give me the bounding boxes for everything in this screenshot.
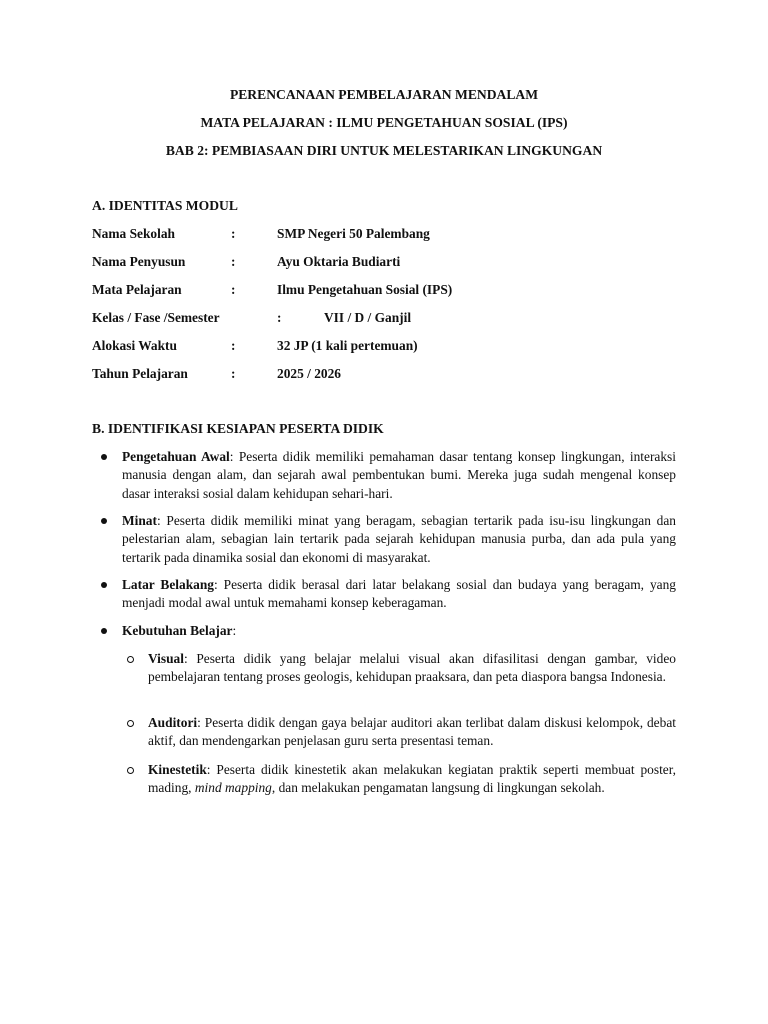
- identity-row-author: [92, 253, 692, 271]
- hollow-bullet-icon: [124, 650, 136, 662]
- identity-row-year: [92, 365, 692, 383]
- bullet-icon: [98, 576, 110, 588]
- list-item-term: Latar Belakang: [122, 577, 214, 592]
- identity-row-class: [92, 309, 692, 327]
- identity-value: Ayu Oktaria Budiarti: [277, 254, 401, 269]
- bullet-icon: [98, 512, 110, 524]
- list-item-prior-knowledge: [122, 448, 676, 503]
- identity-colon: :: [231, 254, 236, 269]
- hollow-bullet-icon: [124, 714, 136, 726]
- sub-item-text: : Peserta didik yang belajar melalui visual akan difasilitasi dengan gambar, video pembelajaran tentang proses geologis, kehidupan praaksara, dan peta diaspora bangsa Indonesia.: [148, 651, 676, 685]
- identity-label: Alokasi Waktu: [92, 338, 177, 353]
- sub-item-auditory: [148, 714, 676, 751]
- list-item-term: Pengetahuan Awal: [122, 449, 230, 464]
- identity-value: 2025 / 2026: [277, 366, 341, 381]
- identity-colon: :: [231, 282, 236, 297]
- list-item-term: Kebutuhan Belajar: [122, 623, 233, 638]
- sub-item-italic-text: mind mapping: [194, 780, 272, 796]
- identity-label: Kelas / Fase /Semester: [92, 310, 220, 325]
- list-item-text: : Peserta didik berasal dari latar belakang sosial dan budaya yang beragam, yang menjadi modal awal untuk memahami konsep keberagaman.: [122, 577, 676, 611]
- identity-label: Mata Pelajaran: [92, 282, 182, 297]
- sub-item-term: Auditori: [148, 715, 198, 730]
- identity-label: Tahun Pelajaran: [92, 366, 188, 381]
- bullet-icon: [98, 448, 110, 460]
- document-title: PERENCANAAN PEMBELAJARAN MENDALAM: [229, 87, 539, 102]
- sub-item-text: : Peserta didik kinestetik akan melakukan kegiatan praktik seperti membuat poster, mading,: [148, 762, 676, 796]
- sub-item-kinesthetic: [148, 761, 676, 798]
- identity-colon: :: [231, 338, 236, 353]
- subject-title: MATA PELAJARAN : ILMU PENGETAHUAN SOSIAL (IPS): [200, 115, 568, 130]
- list-item-term: Minat: [122, 513, 157, 528]
- chapter-title: BAB 2: PEMBIASAAN DIRI UNTUK MELESTARIKAN LINGKUNGAN: [165, 143, 603, 158]
- sub-item-visual: [148, 650, 676, 687]
- list-item-text: : Peserta didik memiliki minat yang beragam, sebagian tertarik pada isu-isu lingkungan dan pelestarian alam, sebagian lain tertarik pada sejarah kehidupan manusia purba, dan ada pula yang tertarik pada dinamika sosial dan ekonomi di masyarakat.: [122, 513, 676, 565]
- identity-row-subject: [92, 281, 692, 299]
- identity-row-school: [92, 225, 692, 243]
- identity-colon: :: [231, 366, 236, 381]
- list-item-text: :: [232, 623, 237, 638]
- identity-label: Nama Sekolah: [92, 226, 175, 241]
- identity-label: Nama Penyusun: [92, 254, 186, 269]
- section-b-heading: B. IDENTIFIKASI KESIAPAN PESERTA DIDIK: [92, 421, 384, 436]
- sub-item-text: : Peserta didik dengan gaya belajar auditori akan terlibat dalam diskusi kelompok, debat aktif, dan mendengarkan penjelasan guru serta presentasi teman.: [148, 715, 676, 749]
- list-item-background: [122, 576, 676, 613]
- list-item-text: : Peserta didik memiliki pemahaman dasar tentang konsep lingkungan, interaksi manusia dengan alam, dan sejarah awal pembentukan bumi. Mereka juga sudah mengenal konsep dasar interaksi sosial dalam kehidupan sehari-hari.: [122, 449, 676, 501]
- list-item-interest: [122, 512, 676, 567]
- sub-item-term: Visual: [148, 651, 184, 666]
- identity-value: 32 JP (1 kali pertemuan): [277, 338, 418, 353]
- sub-item-text: , dan melakukan pengamatan langsung di lingkungan sekolah.: [271, 780, 605, 796]
- identity-colon: :: [277, 310, 282, 325]
- sub-item-term: Kinestetik: [148, 762, 207, 777]
- bullet-icon: [98, 622, 110, 634]
- section-a-heading: A. IDENTITAS MODUL: [92, 198, 238, 213]
- hollow-bullet-icon: [124, 761, 136, 773]
- identity-colon: :: [231, 226, 236, 241]
- identity-value: SMP Negeri 50 Palembang: [277, 226, 430, 241]
- identity-row-time: [92, 337, 692, 355]
- identity-value: Ilmu Pengetahuan Sosial (IPS): [277, 282, 453, 297]
- list-item-learning-needs: [122, 622, 676, 640]
- identity-value: VII / D / Ganjil: [324, 310, 412, 325]
